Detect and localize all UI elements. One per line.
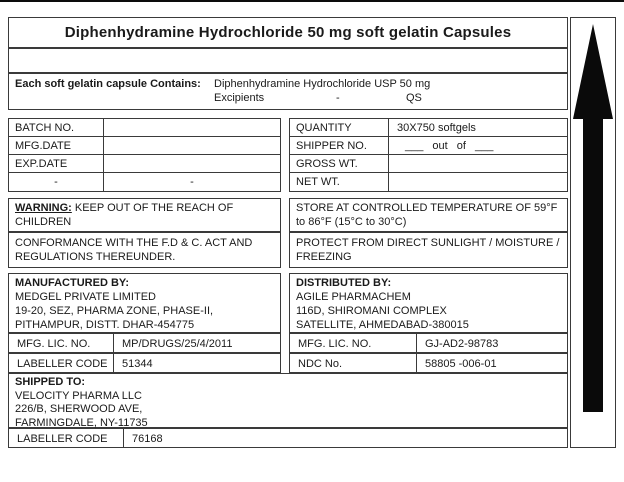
dist-mfg-lic-value: GJ-AD2-98783: [425, 338, 499, 350]
shipped-to-line: 226/B, SHERWOOD AVE,: [15, 403, 143, 415]
quantity-label: QUANTITY: [290, 119, 389, 136]
composition-value: [214, 77, 567, 109]
warning-text: KEEP OUT OF THE REACH OF CHILDREN: [15, 202, 234, 228]
distributor-line: SATELLITE, AHMEDABAD-380015: [296, 319, 469, 331]
shipped-to-line: VELOCITY PHARMA LLC: [15, 389, 142, 402]
warning-emphasis: WARNING:: [15, 202, 72, 214]
shipper-no-label: SHIPPER NO.: [290, 137, 389, 154]
composition-ingredient: Diphenhydramine Hydrochloride USP 50 mg: [214, 78, 431, 90]
shipper-no-value: ___ out of ___: [405, 140, 494, 152]
mfg-lic-value: MP/DRUGS/25/4/2011: [122, 338, 233, 350]
drug-label-sheet: [8, 17, 568, 448]
net-wt-value: [389, 173, 567, 191]
exp-date-value: [104, 155, 280, 172]
dist-mfg-lic-label: MFG. LIC. NO.: [290, 334, 417, 352]
excipients-dash: -: [336, 92, 340, 104]
manufacturer-line: 19-20, SEZ, PHARMA ZONE, PHASE-II,: [15, 305, 214, 317]
dist-licence-row: [289, 333, 568, 353]
gross-wt-label: GROSS WT.: [290, 155, 389, 172]
labeller-code-label: LABELLER CODE: [9, 354, 114, 372]
shipped-to-line: FARMINGDALE, NY-11735: [15, 416, 148, 429]
table-row: [290, 137, 567, 155]
manufactured-by-heading: MANUFACTURED BY:: [15, 277, 130, 289]
distributor-address-box: [289, 273, 568, 333]
ndc-label: NDC No.: [290, 354, 417, 372]
dash-cell: -: [190, 176, 194, 188]
table-row: [9, 173, 280, 191]
shipped-labeller-row: [8, 428, 568, 448]
distributor-line: AGILE PHARMACHEM: [296, 291, 411, 303]
composition-excipients-line: [214, 91, 567, 105]
warning-box: [8, 198, 281, 232]
mfg-date-label: MFG.DATE: [9, 137, 104, 154]
mfr-licence-row: [8, 333, 281, 353]
composition-label: Each soft gelatin capsule Contains:: [15, 78, 201, 90]
blank-row: [8, 48, 568, 73]
excipients-label: Excipients: [214, 92, 265, 104]
orientation-arrow-column: [570, 17, 616, 448]
up-arrow-icon: [571, 18, 615, 447]
mfr-labeller-row: [8, 353, 281, 373]
mfg-date-value: [104, 137, 280, 154]
manufacturer-line: MEDGEL PRIVATE LIMITED: [15, 291, 156, 303]
manufacturer-address-box: [8, 273, 281, 333]
page-title: Diphenhydramine Hydrochloride 50 mg soft gelatin Capsules: [64, 23, 512, 41]
labeller-code-value: 51344: [122, 358, 153, 370]
mfg-lic-label: MFG. LIC. NO.: [9, 334, 114, 352]
manufacturer-line: PITHAMPUR, DISTT. DHAR-454775: [15, 319, 195, 331]
distributed-by-heading: DISTRIBUTED BY:: [296, 277, 392, 289]
gross-wt-value: [389, 155, 567, 172]
quantity-value: 30X750 softgels: [397, 122, 476, 134]
shipped-labeller-label: LABELLER CODE: [9, 429, 124, 447]
batch-table: [8, 118, 281, 192]
scan-artifact-line: [0, 0, 624, 2]
net-wt-label: NET WT.: [290, 173, 389, 191]
table-row: [290, 119, 567, 137]
table-row: [290, 155, 567, 173]
distributor-line: 116D, SHIROMANI COMPLEX: [296, 305, 447, 317]
shipped-labeller-value: 76168: [132, 433, 163, 445]
pack-table: [289, 118, 568, 192]
batch-no-value: [104, 119, 280, 136]
table-row: [290, 173, 567, 191]
title-box: [8, 17, 568, 48]
composition-box: [8, 73, 568, 110]
batch-no-label: BATCH NO.: [9, 119, 104, 136]
protection-box: PROTECT FROM DIRECT SUNLIGHT / MOISTURE / FREEZING: [289, 232, 568, 268]
table-row: [9, 119, 280, 137]
exp-date-label: EXP.DATE: [9, 155, 104, 172]
table-row: [9, 137, 280, 155]
storage-box: STORE AT CONTROLLED TEMPERATURE OF 59°F to 86°F (15°C to 30°C): [289, 198, 568, 232]
ndc-row: [289, 353, 568, 373]
shipped-to-box: [8, 373, 568, 428]
table-row: [9, 155, 280, 173]
dash-cell: -: [9, 173, 104, 191]
conformance-box: CONFORMANCE WITH THE F.D & C. ACT AND REGULATIONS THEREUNDER.: [8, 232, 281, 268]
excipients-qty: QS: [406, 92, 422, 104]
shipped-to-heading: SHIPPED TO:: [15, 376, 86, 388]
ndc-value: 58805 -006-01: [425, 358, 497, 370]
